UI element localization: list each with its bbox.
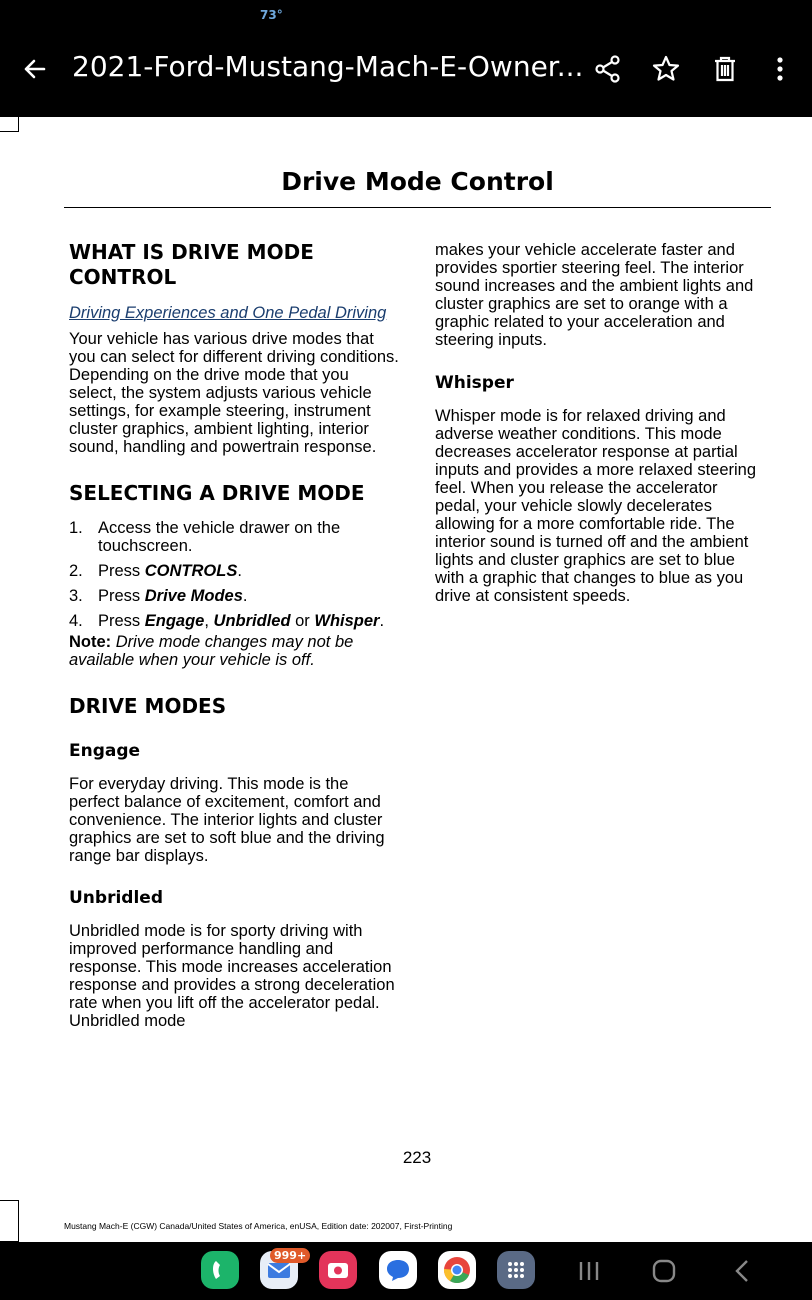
chrome-icon[interactable] [438,1251,476,1289]
engage-heading: Engage [69,741,141,761]
steps-list [69,519,399,630]
back-nav-icon[interactable] [730,1256,754,1286]
whisper-paragraph: Whisper mode is for relaxed driving and adverse weather conditions. This mode decreases accelerator response at partial inputs and provides a more relaxed steering feel. When you release the accelerator pedal, your vehicle slowly decelerates allowing for a more comfortable ride. The interior sound is turned off and the ambient lights and cluster graphics are set to blue with a graphic that changes to blue as you drive at consistent speeds. [435,407,757,605]
page-corner-mark [0,1200,19,1242]
camera-icon[interactable] [319,1251,357,1289]
cross-reference-link[interactable]: Driving Experiences and One Pedal Driving [69,304,387,322]
messages-icon[interactable] [379,1251,417,1289]
unbridled-paragraph-continued: makes your vehicle accelerate faster and provides sportier steering feel. The interior sound increases and the ambient lights and cluster graphics are set to orange with a graphic related to your acceleration and steering inputs. [435,241,754,349]
list-item: 1. Access the vehicle drawer on the touchscreen. [69,519,341,555]
intro-paragraph: Your vehicle has various drive modes that you can select for different driving conditions. Depending on the drive mode that you select, the system adjusts various vehicle settings, for example steering, instrument cluster graphics, ambient lighting, interior sound, handling and powertrain response. [69,330,399,456]
unbridled-paragraph: Unbridled mode is for sporty driving with improved performance handling and response. This mode increases acceleration response and provides a strong deceleration rate when you lift off the accelerator pedal. Unbridled mode [69,922,395,1030]
trash-icon[interactable] [708,52,742,86]
what-is-heading: WHAT IS DRIVE MODE CONTROL [69,240,314,289]
list-item: 4. Press Engage, Unbridled or Whisper. [69,612,385,630]
list-item: 3. Press Drive Modes. [69,587,248,605]
note: Note: Drive mode changes may not be available when your vehicle is off. [69,633,354,669]
home-icon[interactable] [650,1256,678,1286]
more-vert-icon[interactable] [763,52,797,86]
right-column [435,241,767,605]
navigation-bar [0,1242,812,1300]
email-badge: 999+ [270,1248,310,1263]
star-icon[interactable] [649,52,683,86]
share-icon[interactable] [591,52,625,86]
whisper-heading: Whisper [435,373,514,393]
unbridled-heading: Unbridled [69,888,163,908]
app-bar [0,32,812,117]
status-bar [0,0,812,32]
list-item: 2. Press CONTROLS. [69,562,242,580]
page-footer: Mustang Mach-E (CGW) Canada/United States of America, enUSA, Edition date: 202007, First-Printing [64,1221,453,1231]
back-arrow-icon[interactable] [18,52,52,86]
drive-modes-heading: DRIVE MODES [69,694,227,718]
apps-icon[interactable] [497,1251,535,1289]
heading-divider [64,207,771,208]
temperature-indicator: 73° [260,8,283,22]
left-column [69,240,399,1030]
page-number: 223 [402,1148,432,1167]
pdf-page[interactable] [0,117,812,1242]
page-heading: Drive Mode Control [281,167,554,196]
recents-icon[interactable] [576,1256,602,1286]
page-corner-mark [0,117,19,132]
document-title: 2021-Ford-Mustang-Mach-E-Owner... [72,50,584,83]
selecting-heading: SELECTING A DRIVE MODE [69,481,365,505]
engage-paragraph: For everyday driving. This mode is the perfect balance of excitement, comfort and convenience. The interior lights and cluster graphics are set to soft blue and the driving range bar displays. [69,775,385,865]
phone-icon[interactable] [201,1251,239,1289]
